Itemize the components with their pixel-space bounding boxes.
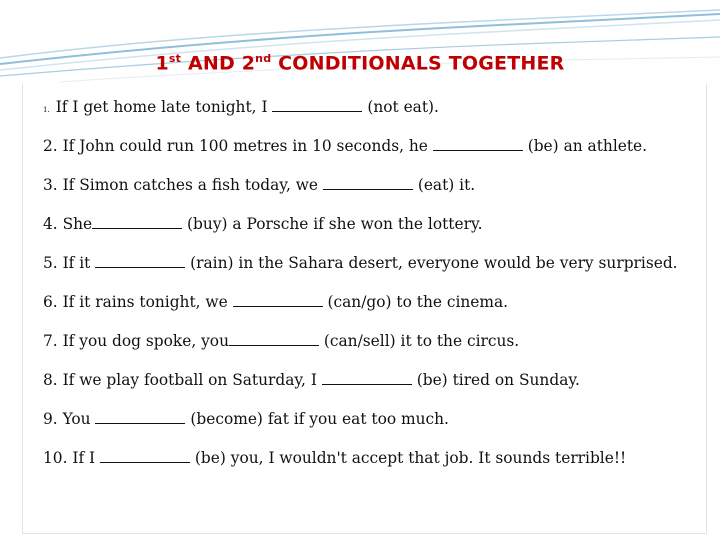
exercise-item: 8. If we play football on Saturday, I (be) tired on Sunday. [43, 371, 580, 389]
item-number: 1. [43, 106, 50, 114]
answer-blank [233, 294, 323, 307]
exercise-item: 9. You (become) fat if you eat too much. [43, 410, 449, 428]
answer-blank [95, 411, 185, 424]
exercise-item: 5. If it (rain) in the Sahara desert, everyone would be very surprised. [43, 254, 678, 272]
exercise-item: 7. If you dog spoke, you (can/sell) it to the circus. [43, 332, 520, 350]
item-number: 10. [43, 449, 68, 467]
item-number: 2. [43, 137, 58, 155]
answer-blank [95, 255, 185, 268]
item-number: 4. [43, 215, 58, 233]
item-number: 3. [43, 176, 58, 194]
item-number: 9. [43, 410, 58, 428]
item-number: 7. [43, 332, 58, 350]
item-number: 6. [43, 293, 58, 311]
answer-blank [322, 372, 412, 385]
exercise-item: 1. If I get home late tonight, I (not eat). [43, 98, 439, 116]
answer-blank [92, 216, 182, 229]
answer-blank [433, 138, 523, 151]
exercise-item: 2. If John could run 100 metres in 10 seconds, he (be) an athlete. [43, 137, 648, 155]
item-number: 8. [43, 371, 58, 389]
exercise-item: 10. If I (be) you, I wouldn't accept that job. It sounds terrible!! [43, 449, 627, 467]
exercise-item: 3. If Simon catches a fish today, we (eat) it. [43, 176, 476, 194]
item-number: 5. [43, 254, 58, 272]
exercise-item: 4. She (buy) a Porsche if she won the lottery. [43, 215, 483, 233]
page-title: 1st AND 2nd CONDITIONALS TOGETHER [155, 52, 565, 75]
answer-blank [323, 177, 413, 190]
answer-blank [100, 450, 190, 463]
decorative-waves [0, 0, 720, 90]
exercise-item: 6. If it rains tonight, we (can/go) to the cinema. [43, 293, 509, 311]
answer-blank [272, 99, 362, 112]
answer-blank [229, 333, 319, 346]
